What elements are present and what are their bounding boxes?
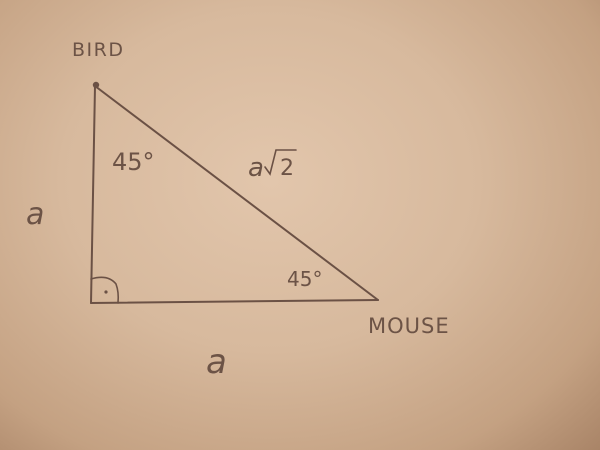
hypotenuse-label	[248, 150, 296, 183]
hypotenuse-bird-to-mouse	[95, 86, 378, 300]
hypotenuse-radicand: 2	[280, 156, 294, 181]
vertex-label-mouse: MOUSE	[368, 314, 450, 338]
side-right-angle-to-mouse	[91, 300, 378, 303]
bird-point	[93, 82, 99, 88]
angle-label-right: 45°	[287, 267, 323, 291]
side-label-left: a	[26, 197, 45, 232]
side-label-bottom: a	[206, 342, 227, 382]
side-bird-to-right-angle	[91, 86, 95, 303]
vertex-label-bird: BIRD	[72, 39, 125, 61]
angle-label-top: 45°	[112, 148, 155, 176]
hypotenuse-coefficient: a	[248, 153, 264, 183]
right-angle-dot	[104, 290, 107, 293]
right-angle-marker	[91, 277, 118, 303]
